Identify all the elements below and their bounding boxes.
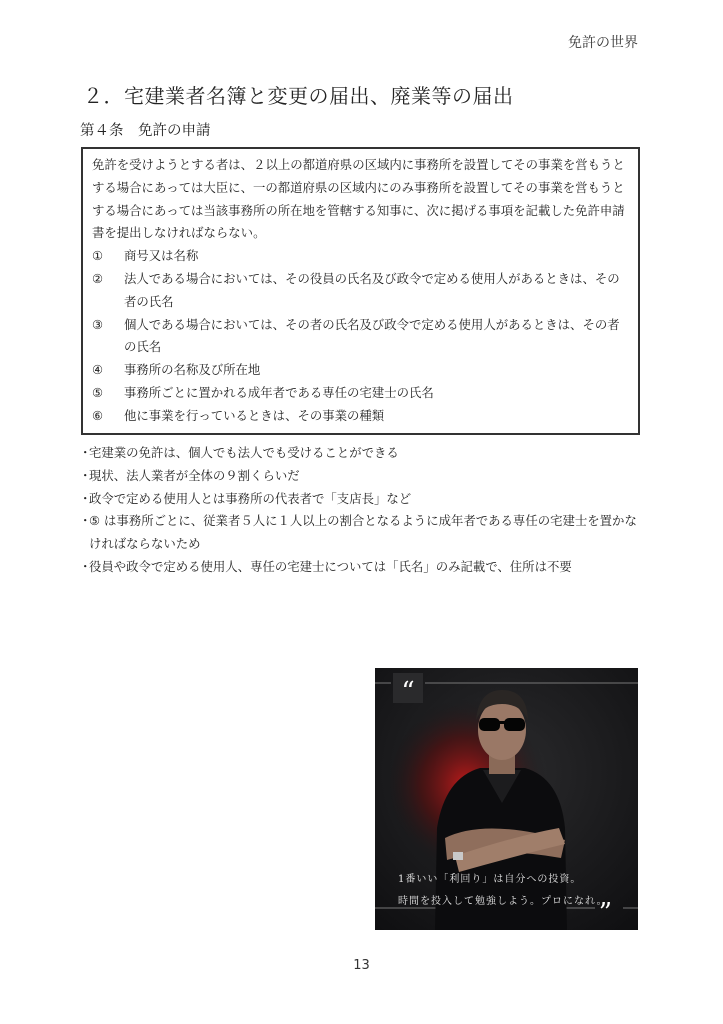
- note-text: 政令で定める使用人とは事務所の代表者で「支店長」など: [89, 490, 412, 506]
- quote-line-1: 1番いい「利回り」は自分への投資。: [398, 874, 582, 885]
- item-text: 商号又は名称: [124, 248, 199, 264]
- item-text: 個人である場合においては、その者の氏名及び政令で定める使用人があるときは、その者の氏名: [124, 316, 620, 355]
- item-number: ④: [92, 362, 104, 378]
- note-item: [79, 556, 639, 579]
- item-number: ⑥: [92, 407, 104, 423]
- page-number: 13: [353, 958, 370, 973]
- item-number: ⑤: [92, 384, 104, 400]
- quote-line-2: 時間を投入して勉強しよう。プロになれ。: [398, 896, 608, 907]
- quote-close-icon: ”: [598, 898, 612, 928]
- statute-item: [92, 314, 629, 360]
- statute-item: [92, 382, 629, 405]
- running-header: 免許の世界: [568, 35, 638, 51]
- section-title: ２．宅建業者名簿と変更の届出、廃業等の届出: [83, 84, 514, 108]
- note-text: 役員や政令で定める使用人、専任の宅建士については「氏名」のみ記載で、住所は不要: [89, 558, 572, 574]
- item-text: 他に事業を行っているときは、その事業の種類: [124, 407, 385, 423]
- note-text: ⑤ は事務所ごとに、従業者５人に１人以上の割合となるように成年者である専任の宅建士を置かなければならないため: [89, 513, 637, 552]
- article-heading: 第４条 免許の申請: [80, 123, 211, 139]
- item-text: 法人である場合においては、その役員の氏名及び政令で定める使用人があるときは、その者の氏名: [124, 270, 620, 309]
- note-item: [79, 510, 639, 556]
- note-text: 宅建業の免許は、個人でも法人でも受けることができる: [89, 445, 399, 460]
- note-bullet: ・: [79, 445, 92, 460]
- note-item: [79, 465, 639, 488]
- item-number: ①: [92, 248, 104, 264]
- quote-open-icon: “: [393, 673, 423, 703]
- note-item: [79, 488, 639, 511]
- statute-item: [92, 359, 629, 382]
- author-quote-card: [375, 668, 638, 930]
- note-item: [79, 442, 639, 465]
- item-number: ②: [92, 270, 104, 286]
- note-text: 現状、法人業者が全体の９割くらいだ: [89, 467, 300, 483]
- statute-box: [81, 147, 640, 435]
- author-portrait-illustration: [375, 668, 638, 930]
- item-text: 事務所ごとに置かれる成年者である専任の宅建士の氏名: [124, 384, 434, 400]
- item-number: ③: [92, 316, 104, 332]
- statute-item: [92, 405, 629, 428]
- note-bullet: ・: [79, 513, 92, 529]
- note-bullet: ・: [79, 490, 92, 506]
- statute-item: [92, 245, 629, 268]
- note-bullet: ・: [79, 558, 92, 574]
- statute-item: [92, 268, 629, 314]
- item-text: 事務所の名称及び所在地: [124, 362, 261, 378]
- notes-list: [79, 442, 639, 579]
- statute-paragraph: 免許を受けようとする者は、２以上の都道府県の区域内に事務所を設置してその事業を営もうとする場合にあっては大臣に、一の都道府県の区域内にのみ事務所を設置してその事業を営もうとする場合にあっては当該事務所の所在地を管轄する知事に、次に掲げる事項を記載した免許申請書を提出しなければならない。: [92, 157, 625, 241]
- note-bullet: ・: [79, 467, 92, 483]
